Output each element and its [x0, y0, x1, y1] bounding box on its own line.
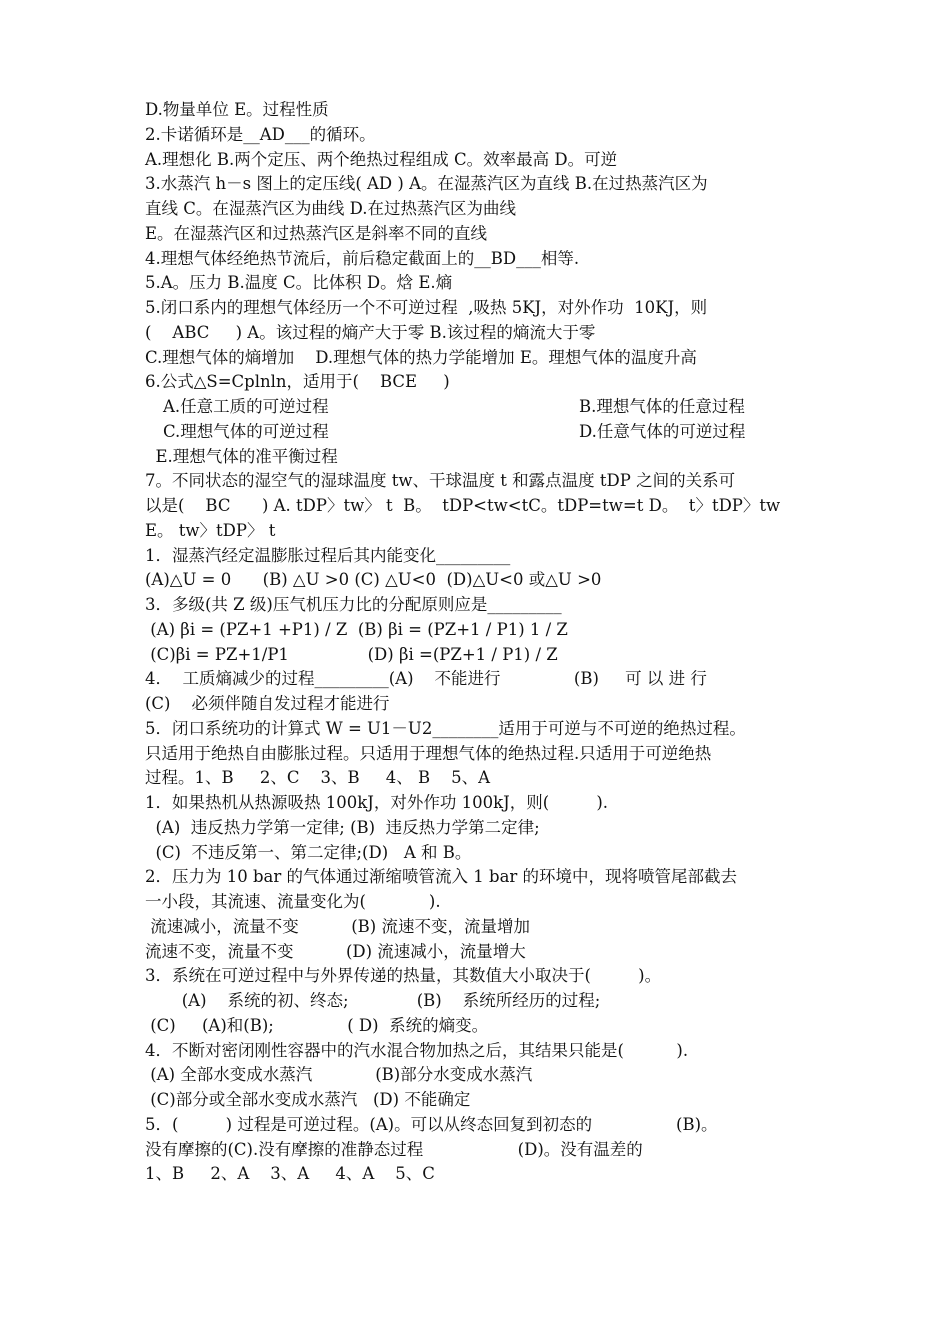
question-nozzle: 2．压力为 10 bar 的气体通过渐缩喷管流入 1 bar 的环境中，现将喷管尾部截去 — [145, 867, 738, 887]
question-multistage-compressor: 3．多级(共 Z 级)压气机压力比的分配原则应是_________ — [145, 595, 562, 614]
question-7-humid-air: 7。不同状态的湿空气的湿球温度 tw、干球温度 t 和露点温度 tDP 之间的关系可 — [145, 471, 736, 491]
option-d: D.任意气体的可逆过程 — [579, 421, 746, 441]
text-line: 一小段，其流速、流量变化为( ). — [145, 892, 441, 911]
text-line: ( ABC ) A。该过程的熵产大于零 B.该过程的熵流大于零 — [145, 322, 596, 342]
text-line: D.物量单位 E。过程性质 — [145, 100, 329, 119]
option-a: A.任意工质的可逆过程 — [163, 397, 329, 416]
text-line: (A) 全部水变成水蒸汽 (B)部分水变成水蒸汽 — [145, 1065, 533, 1085]
option-row — [145, 420, 815, 445]
text-line: (A)△U = 0 (B) △U >0 (C) △U<0 (D)△U<0 或△U >0 — [145, 570, 602, 590]
question-rigid-container: 4．不断对密闭刚性容器中的汽水混合物加热之后，其结果只能是( ). — [145, 1040, 689, 1060]
text-line: C.理想气体的熵增加 D.理想气体的热力学能增加 E。理想气体的温度升高 — [145, 347, 697, 367]
text-line: 流速减小，流量不变 (B) 流速不变，流量增加 — [145, 916, 530, 936]
text-line: 流速不变，流量不变 (D) 流速减小，流量增大 — [145, 941, 526, 961]
text-line: A.理想化 B.两个定压、两个绝热过程组成 C。效率最高 D。可逆 — [145, 149, 618, 169]
option-c: C.理想气体的可逆过程 — [163, 421, 329, 441]
question-2-carnot-cycle: 2.卡诺循环是__AD___的循环。 — [145, 124, 376, 144]
text-line: (A) 系统的初、终态; (B) 系统所经历的过程; — [145, 991, 601, 1010]
text-line: E。在湿蒸汽区和过热蒸汽区是斜率不同的直线 — [145, 223, 488, 243]
question-entropy-decrease: 4． 工质熵减少的过程_________(A) 不能进行 (B) 可 以 进 行 — [145, 669, 707, 689]
answer-key: 1、B 2、A 3、A 4、A 5、C — [145, 1164, 435, 1184]
text-line: E。 tw〉tDP〉 t — [145, 520, 276, 540]
question-closed-system-work: 5．闭口系统功的计算式 W = U1－U2________适用于可逆与不可逆的绝热过程。 — [145, 718, 746, 738]
question-wet-steam-expansion: 1．湿蒸汽经定温膨胀过程后其内能变化_________ — [145, 545, 511, 565]
answer-key: 过程。1、B 2、C 3、B 4、 B 5、A — [145, 768, 491, 788]
text-line: (C)部分或全部水变成水蒸汽 (D) 不能确定 — [145, 1090, 471, 1109]
text-line: 没有摩擦的(C).没有摩擦的准静态过程 (D)。没有温差的 — [145, 1139, 643, 1159]
text-line: (A) βi = (PZ+1 +P1) / Z (B) βi = (PZ+1 / P1) 1 / Z — [145, 619, 568, 639]
question-reversible-heat: 3．系统在可逆过程中与外界传递的热量，其数值大小取决于( )。 — [145, 966, 662, 986]
question-5-irreversible: 5.闭口系内的理想气体经历一个不可逆过程 ,吸热 5KJ，对外作功 10KJ，则 — [145, 298, 708, 317]
question-4-throttling: 4.理想气体经绝热节流后，前后稳定截面上的__BD___相等. — [145, 248, 580, 268]
option-e: E.理想气体的准平衡过程 — [145, 446, 338, 466]
text-line: (C)βi = PZ+1/P1 (D) βi =(PZ+1 / P1) / Z — [145, 644, 558, 664]
text-line: (C) (A)和(B); ( D) 系统的熵变。 — [145, 1015, 489, 1035]
question-6-entropy-formula: 6.公式△S=Cplnln，适用于( BCE ) — [145, 372, 450, 392]
text-line: 只适用于绝热自由膨胀过程。只适用于理想气体的绝热过程.只适用于可逆绝热 — [145, 743, 712, 763]
question-text-block — [145, 98, 815, 1187]
text-line: (A) 违反热力学第一定律; (B) 违反热力学第二定律; — [145, 817, 540, 837]
question-reversible-process: 5．( ) 过程是可逆过程。(A)。可以从终态回复到初态的 (B)。 — [145, 1114, 718, 1134]
question-heat-engine: 1．如果热机从热源吸热 100kJ，对外作功 100kJ，则( ). — [145, 793, 609, 812]
text-line: 5.A。压力 B.温度 C。比体积 D。焓 E.熵 — [145, 273, 453, 293]
text-line: (C) 必须伴随自发过程才能进行 — [145, 694, 390, 713]
option-b: B.理想气体的任意过程 — [579, 397, 745, 416]
text-line: (C) 不违反第一、第二定律;(D) A 和 B。 — [145, 842, 472, 862]
text-line: 以是( BC ) A. tDP〉tw〉 t B。 tDP<tw<tC。tDP=tw=t D。 t〉tDP〉tw — [145, 496, 781, 515]
text-line: 直线 C。在湿蒸汽区为曲线 D.在过热蒸汽区为曲线 — [145, 199, 517, 218]
option-row — [145, 395, 815, 420]
question-3-isobar: 3.水蒸汽 h－s 图上的定压线( AD ) A。在湿蒸汽区为直线 B.在过热蒸汽区为 — [145, 174, 708, 194]
